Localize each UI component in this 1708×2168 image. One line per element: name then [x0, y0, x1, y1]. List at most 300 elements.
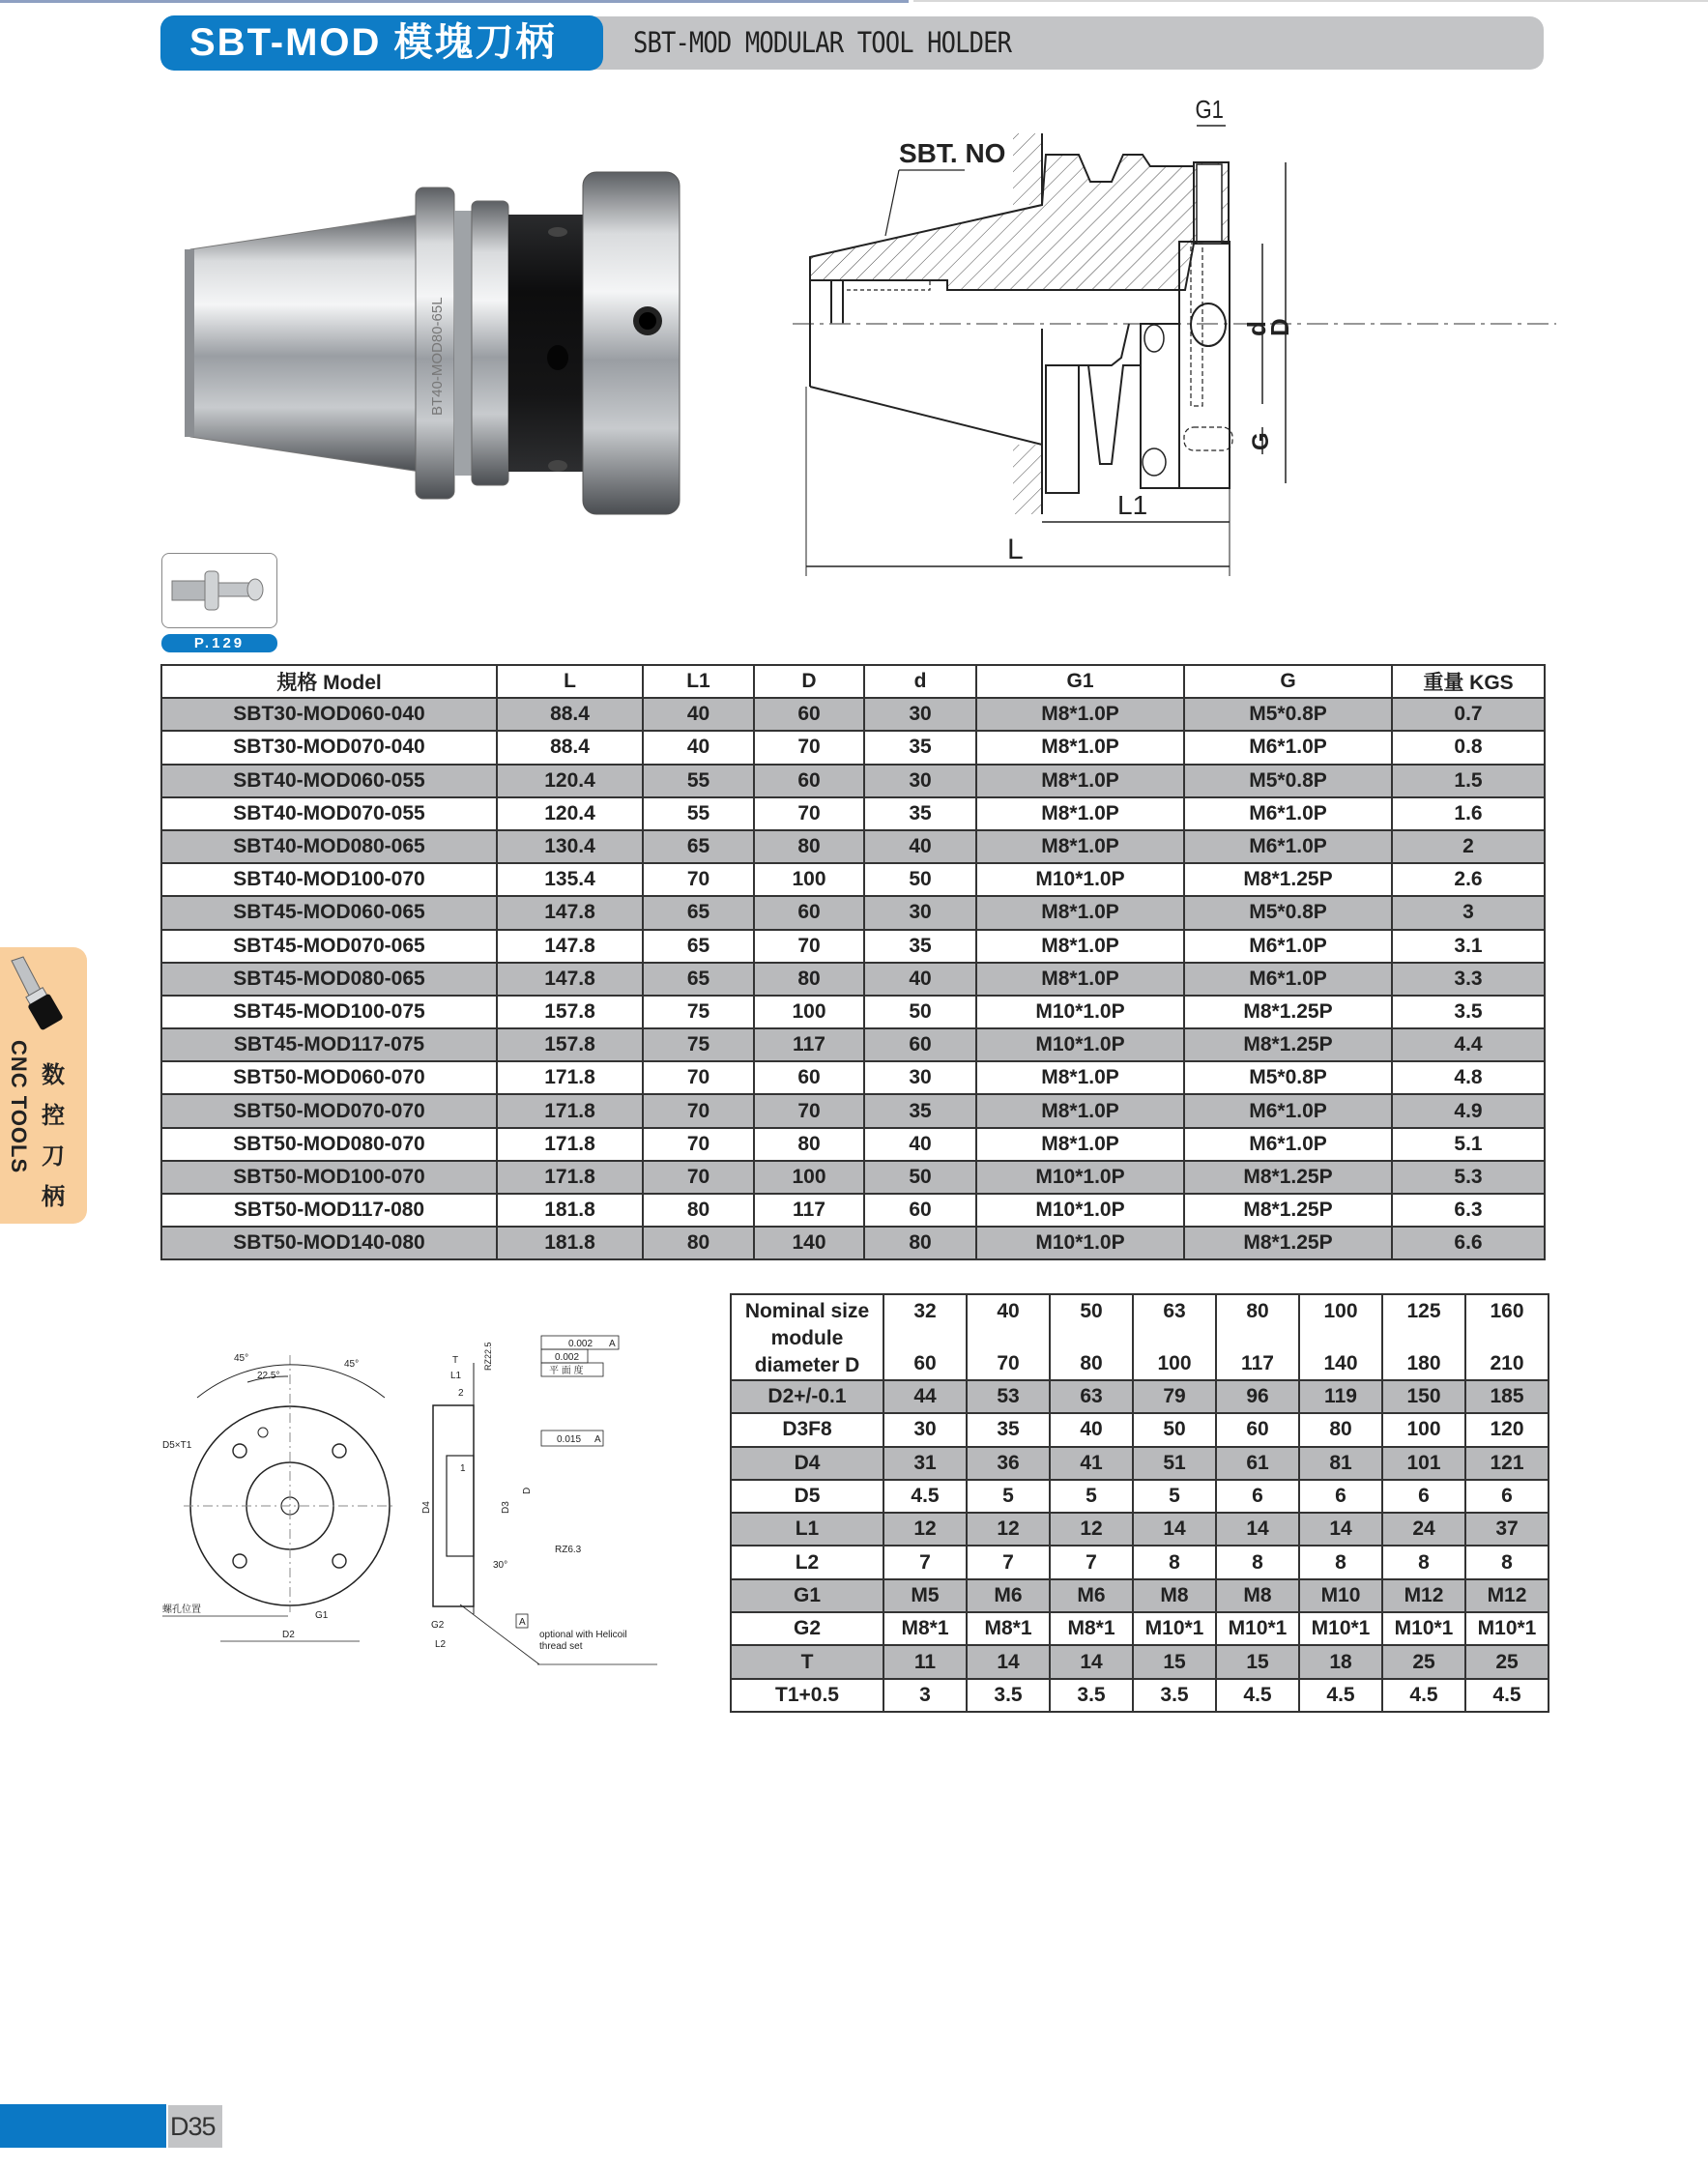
spec-row-label: L2 [731, 1546, 883, 1578]
table-cell: 3.5 [1392, 996, 1545, 1028]
col-model: 規格 Model [161, 665, 497, 698]
table-cell: M8*1.0P [976, 731, 1184, 764]
table-cell: SBT40-MOD100-070 [161, 863, 497, 896]
table-cell: M5*0.8P [1184, 698, 1392, 731]
table-cell: SBT30-MOD060-040 [161, 698, 497, 731]
spec-cell: 18 [1299, 1645, 1382, 1678]
spec-cell: 3 [883, 1679, 967, 1712]
spec-cell: 4.5 [1299, 1679, 1382, 1712]
table-cell: 88.4 [497, 698, 643, 731]
table-cell: 4.4 [1392, 1028, 1545, 1061]
side-tab-cnc-tools [0, 947, 87, 1224]
spec-cell: 4.5 [883, 1480, 967, 1513]
module-size-table [730, 1293, 1549, 1713]
table-cell: M8*1.0P [976, 963, 1184, 996]
spec-cell: 100 [1382, 1413, 1465, 1446]
svg-text:22.5°: 22.5° [257, 1371, 280, 1381]
spec-cell: 121 [1465, 1447, 1549, 1480]
table-cell: M5*0.8P [1184, 1061, 1392, 1094]
spec-cell: M5 [883, 1579, 967, 1612]
table-cell: 171.8 [497, 1094, 643, 1127]
table-cell: 55 [643, 797, 754, 830]
table-cell: 135.4 [497, 863, 643, 896]
table-cell: 80 [754, 1128, 864, 1161]
table-cell: 171.8 [497, 1061, 643, 1094]
table-cell: M8*1.25P [1184, 996, 1392, 1028]
spec-cell: 81 [1299, 1447, 1382, 1480]
table-cell: M8*1.0P [976, 1128, 1184, 1161]
product-photo [179, 164, 759, 522]
spec-row [731, 1447, 1549, 1480]
col-l: L [497, 665, 643, 698]
table-cell: 80 [864, 1227, 976, 1259]
table-cell: M10*1.0P [976, 1227, 1184, 1259]
table-cell: 3.1 [1392, 930, 1545, 963]
spec-row-label: T1+0.5 [731, 1679, 883, 1712]
table-cell: 60 [754, 698, 864, 731]
spec-cell: 96 [1216, 1380, 1299, 1413]
nominal-size-cell: 160 210 [1465, 1294, 1549, 1380]
table-cell: 60 [864, 1028, 976, 1061]
table-row [161, 896, 1545, 929]
svg-text:L1: L1 [450, 1371, 462, 1381]
table-cell: SBT50-MOD100-070 [161, 1161, 497, 1194]
table-cell: 117 [754, 1028, 864, 1061]
table-cell: M6*1.0P [1184, 963, 1392, 996]
spec-cell: 51 [1133, 1447, 1216, 1480]
spec-row [731, 1579, 1549, 1612]
spec-cell: 8 [1216, 1546, 1299, 1578]
table-row [161, 963, 1545, 996]
table-cell: 4.8 [1392, 1061, 1545, 1094]
svg-text:D5×T1: D5×T1 [162, 1440, 192, 1451]
spec-cell: 7 [967, 1546, 1050, 1578]
svg-text:0.015: 0.015 [557, 1434, 582, 1445]
spec-row [731, 1380, 1549, 1413]
table-cell: 70 [754, 1094, 864, 1127]
spec-cell: 8 [1465, 1546, 1549, 1578]
spec-cell: 3.5 [1133, 1679, 1216, 1712]
table-cell: 5.1 [1392, 1128, 1545, 1161]
flange-drawing [155, 1324, 725, 1672]
table-cell: 5.3 [1392, 1161, 1545, 1194]
table-cell: SBT45-MOD060-065 [161, 896, 497, 929]
spec-cell: 3.5 [967, 1679, 1050, 1712]
table-cell: 157.8 [497, 1028, 643, 1061]
table-cell: 70 [643, 1128, 754, 1161]
table-cell: 35 [864, 1094, 976, 1127]
svg-text:A: A [519, 1617, 526, 1628]
table-cell: 6.6 [1392, 1227, 1545, 1259]
spec-cell: 50 [1133, 1413, 1216, 1446]
table-cell: M10*1.0P [976, 863, 1184, 896]
spec-cell: M8*1 [883, 1612, 967, 1645]
spec-cell: 37 [1465, 1513, 1549, 1546]
table-cell: 1.6 [1392, 797, 1545, 830]
table-cell: M8*1.25P [1184, 1227, 1392, 1259]
spec-cell: 6 [1299, 1480, 1382, 1513]
svg-text:0.002: 0.002 [568, 1339, 593, 1349]
spec-cell: 60 [1216, 1413, 1299, 1446]
side-tab-english: CNC TOOLS [7, 1040, 31, 1174]
table-cell: 40 [643, 731, 754, 764]
svg-text:D2: D2 [282, 1630, 295, 1640]
table-cell: 30 [864, 765, 976, 797]
svg-text:L2: L2 [435, 1639, 447, 1650]
spec-cell: 150 [1382, 1380, 1465, 1413]
svg-text:2: 2 [458, 1388, 464, 1399]
spec-cell: 14 [967, 1645, 1050, 1678]
table-cell: 30 [864, 698, 976, 731]
table-cell: 35 [864, 930, 976, 963]
spec-cell: 44 [883, 1380, 967, 1413]
table-row [161, 996, 1545, 1028]
table-cell: 50 [864, 996, 976, 1028]
table-cell: SBT40-MOD060-055 [161, 765, 497, 797]
spec-row [731, 1679, 1549, 1712]
spec-cell: 61 [1216, 1447, 1299, 1480]
spec-cell: M8 [1216, 1579, 1299, 1612]
col-g1: G1 [976, 665, 1184, 698]
spec-row [731, 1513, 1549, 1546]
table-cell: 3 [1392, 896, 1545, 929]
table-cell: 65 [643, 963, 754, 996]
svg-text:RZ6.3: RZ6.3 [555, 1545, 582, 1555]
spec-cell: 14 [1216, 1513, 1299, 1546]
spec-cell: 14 [1299, 1513, 1382, 1546]
svg-text:d: d [1242, 321, 1271, 336]
top-rule-light [913, 0, 1708, 2]
table-cell: 120.4 [497, 797, 643, 830]
table-cell: 70 [754, 731, 864, 764]
table-cell: 181.8 [497, 1194, 643, 1227]
table-cell: SBT50-MOD060-070 [161, 1061, 497, 1094]
table-cell: 147.8 [497, 896, 643, 929]
table-row [161, 1028, 1545, 1061]
table-row [161, 797, 1545, 830]
spec-cell: M10*1 [1299, 1612, 1382, 1645]
spec-cell: 30 [883, 1413, 967, 1446]
table-cell: 88.4 [497, 731, 643, 764]
table-cell: M10*1.0P [976, 1194, 1184, 1227]
table-cell: M10*1.0P [976, 1161, 1184, 1194]
svg-text:L1: L1 [1117, 490, 1148, 520]
spec-row-label: D2+/-0.1 [731, 1380, 883, 1413]
spec-cell: 14 [1133, 1513, 1216, 1546]
nominal-size-cell: 50 80 [1050, 1294, 1133, 1380]
spec-cell: M10*1 [1133, 1612, 1216, 1645]
spec-cell: 119 [1299, 1380, 1382, 1413]
col-d-big: D [754, 665, 864, 698]
spec-cell: 63 [1050, 1380, 1133, 1413]
page-subtitle: SBT-MOD MODULAR TOOL HOLDER [633, 26, 1012, 59]
table-cell: 60 [754, 765, 864, 797]
svg-text:D4: D4 [421, 1501, 432, 1514]
table-cell: 80 [754, 830, 864, 863]
svg-text:G1: G1 [1195, 97, 1224, 125]
table-cell: 70 [643, 1161, 754, 1194]
table-cell: 4.9 [1392, 1094, 1545, 1127]
table-cell: M10*1.0P [976, 996, 1184, 1028]
svg-text:G: G [1248, 432, 1274, 450]
table-cell: 120.4 [497, 765, 643, 797]
table-cell: M6*1.0P [1184, 930, 1392, 963]
table-cell: M5*0.8P [1184, 765, 1392, 797]
table-cell: 117 [754, 1194, 864, 1227]
spec-cell: 31 [883, 1447, 967, 1480]
spec-cell: M8*1 [1050, 1612, 1133, 1645]
table-cell: SBT40-MOD070-055 [161, 797, 497, 830]
svg-text:D3: D3 [501, 1501, 511, 1514]
col-l1: L1 [643, 665, 754, 698]
spec-row-label: D4 [731, 1447, 883, 1480]
spec-cell: 5 [1133, 1480, 1216, 1513]
table-row [161, 1161, 1545, 1194]
spec-cell: 6 [1382, 1480, 1465, 1513]
table-cell: 147.8 [497, 963, 643, 996]
table-cell: SBT30-MOD070-040 [161, 731, 497, 764]
table-cell: SBT45-MOD080-065 [161, 963, 497, 996]
spec-row-label: L1 [731, 1513, 883, 1546]
spec-cell: M12 [1382, 1579, 1465, 1612]
svg-text:0.002: 0.002 [555, 1352, 580, 1363]
spec-cell: 120 [1465, 1413, 1549, 1446]
nominal-size-cell: 63 100 [1133, 1294, 1216, 1380]
table-cell: 6.3 [1392, 1194, 1545, 1227]
table-header-row [161, 665, 1545, 698]
table-cell: M6*1.0P [1184, 1094, 1392, 1127]
svg-text:SBT. NO: SBT. NO [899, 138, 1006, 168]
spec-cell: M12 [1465, 1579, 1549, 1612]
table-cell: 40 [864, 1128, 976, 1161]
model-spec-table [160, 664, 1546, 1260]
nominal-size-cell: 80 117 [1216, 1294, 1299, 1380]
spec-row [731, 1546, 1549, 1578]
svg-text:thread set: thread set [539, 1641, 583, 1652]
table-row [161, 731, 1545, 764]
spec-row-label: G1 [731, 1579, 883, 1612]
table-cell: 80 [643, 1194, 754, 1227]
col-g: G [1184, 665, 1392, 698]
table-cell: M8*1.0P [976, 797, 1184, 830]
table-row [161, 1194, 1545, 1227]
table-row [161, 698, 1545, 731]
table-cell: SBT50-MOD070-070 [161, 1094, 497, 1127]
table-row [161, 1227, 1545, 1259]
table-cell: 35 [864, 731, 976, 764]
spec-cell: 6 [1216, 1480, 1299, 1513]
spec-row-label: D5 [731, 1480, 883, 1513]
svg-text:平 面 度: 平 面 度 [549, 1366, 584, 1376]
pull-stud-icon [162, 554, 275, 626]
spec-cell: 12 [1050, 1513, 1133, 1546]
svg-text:D: D [1265, 318, 1294, 336]
spec-cell: 5 [1050, 1480, 1133, 1513]
table-cell: SBT50-MOD140-080 [161, 1227, 497, 1259]
page-number: D35 [168, 2105, 222, 2148]
spec-cell: 36 [967, 1447, 1050, 1480]
table-row [161, 1094, 1545, 1127]
table-cell: 140 [754, 1227, 864, 1259]
side-tab-chinese: 数 控 刀 柄 [42, 1062, 65, 1210]
table-cell: SBT50-MOD080-070 [161, 1128, 497, 1161]
nominal-size-cell: 40 70 [967, 1294, 1050, 1380]
table-cell: 0.7 [1392, 698, 1545, 731]
table-cell: M8*1.25P [1184, 1161, 1392, 1194]
table-cell: M8*1.0P [976, 830, 1184, 863]
spec-cell: 25 [1465, 1645, 1549, 1678]
spec-cell: 185 [1465, 1380, 1549, 1413]
table-row [161, 930, 1545, 963]
spec-cell: 15 [1133, 1645, 1216, 1678]
spec-header-row [731, 1294, 1549, 1380]
svg-text:1: 1 [460, 1463, 466, 1474]
table-cell: 157.8 [497, 996, 643, 1028]
nominal-size-cell: 100 140 [1299, 1294, 1382, 1380]
table-row [161, 830, 1545, 863]
table-cell: 40 [864, 830, 976, 863]
spec-cell: 6 [1465, 1480, 1549, 1513]
spec-cell: 8 [1133, 1546, 1216, 1578]
table-cell: SBT50-MOD117-080 [161, 1194, 497, 1227]
svg-text:BT40-MOD80-65L: BT40-MOD80-65L [429, 297, 446, 416]
table-cell: 65 [643, 930, 754, 963]
table-cell: M6*1.0P [1184, 1128, 1392, 1161]
spec-cell: 15 [1216, 1645, 1299, 1678]
table-cell: 60 [754, 1061, 864, 1094]
table-cell: M8*1.0P [976, 896, 1184, 929]
spec-cell: 25 [1382, 1645, 1465, 1678]
col-weight: 重量 KGS [1392, 665, 1545, 698]
table-cell: 65 [643, 896, 754, 929]
table-cell: M8*1.0P [976, 930, 1184, 963]
table-cell: M8*1.25P [1184, 863, 1392, 896]
table-cell: 70 [643, 863, 754, 896]
table-row [161, 1061, 1545, 1094]
table-row [161, 1128, 1545, 1161]
table-cell: M8*1.0P [976, 1061, 1184, 1094]
table-cell: 50 [864, 1161, 976, 1194]
table-cell: SBT40-MOD080-065 [161, 830, 497, 863]
spec-row [731, 1645, 1549, 1678]
table-cell: 70 [643, 1094, 754, 1127]
svg-text:D: D [522, 1487, 533, 1494]
table-cell: SBT45-MOD117-075 [161, 1028, 497, 1061]
nominal-size-cell: 32 60 [883, 1294, 967, 1380]
svg-text:30°: 30° [493, 1560, 508, 1571]
spec-cell: 8 [1382, 1546, 1465, 1578]
table-cell: M8*1.0P [976, 765, 1184, 797]
table-cell: M6*1.0P [1184, 731, 1392, 764]
top-rule [0, 0, 909, 3]
svg-text:G1: G1 [315, 1610, 329, 1621]
col-d-small: d [864, 665, 976, 698]
table-cell: 55 [643, 765, 754, 797]
spec-cell: 12 [967, 1513, 1050, 1546]
spec-cell: M6 [1050, 1579, 1133, 1612]
spec-cell: 8 [1299, 1546, 1382, 1578]
table-cell: 70 [754, 797, 864, 830]
table-cell: 80 [754, 963, 864, 996]
table-cell: SBT45-MOD100-075 [161, 996, 497, 1028]
pull-stud-page-ref[interactable]: P.129 [161, 634, 277, 652]
technical-drawing [793, 97, 1556, 580]
spec-cell: 5 [967, 1480, 1050, 1513]
nominal-size-cell: 125 180 [1382, 1294, 1465, 1380]
spec-cell: 3.5 [1050, 1679, 1133, 1712]
spec-cell: M10*1 [1465, 1612, 1549, 1645]
spec-row-label: D3F8 [731, 1413, 883, 1446]
table-cell: 2.6 [1392, 863, 1545, 896]
svg-text:45°: 45° [234, 1353, 249, 1364]
table-cell: M6*1.0P [1184, 830, 1392, 863]
table-cell: 100 [754, 996, 864, 1028]
svg-text:optional with Helicoil: optional with Helicoil [539, 1630, 627, 1640]
spec-cell: M8*1 [967, 1612, 1050, 1645]
table-row [161, 765, 1545, 797]
spec-cell: 4.5 [1465, 1679, 1549, 1712]
spec-cell: 4.5 [1216, 1679, 1299, 1712]
spec-cell: M10 [1299, 1579, 1382, 1612]
spec-row [731, 1612, 1549, 1645]
table-cell: 70 [643, 1061, 754, 1094]
table-cell: 40 [643, 698, 754, 731]
table-cell: 171.8 [497, 1161, 643, 1194]
spec-cell: 79 [1133, 1380, 1216, 1413]
table-cell: M8*1.0P [976, 698, 1184, 731]
table-cell: 100 [754, 1161, 864, 1194]
svg-text:RZ22.5: RZ22.5 [483, 1342, 493, 1371]
spec-cell: 14 [1050, 1645, 1133, 1678]
table-cell: 3.3 [1392, 963, 1545, 996]
nominal-size-label: Nominal size module diameter D [731, 1294, 883, 1380]
svg-text:A: A [594, 1434, 601, 1445]
spec-cell: M8 [1133, 1579, 1216, 1612]
spec-cell: 101 [1382, 1447, 1465, 1480]
table-cell: 75 [643, 1028, 754, 1061]
table-cell: 147.8 [497, 930, 643, 963]
spec-row [731, 1480, 1549, 1513]
table-cell: 2 [1392, 830, 1545, 863]
table-cell: 70 [754, 930, 864, 963]
page-title: SBT-MOD 模塊刀柄 [160, 15, 603, 71]
spec-row-label: G2 [731, 1612, 883, 1645]
table-cell: 0.8 [1392, 731, 1545, 764]
pull-stud-thumbnail[interactable] [161, 553, 277, 628]
spec-row [731, 1413, 1549, 1446]
table-cell: M8*1.25P [1184, 1194, 1392, 1227]
svg-text:45°: 45° [344, 1359, 360, 1370]
table-cell: SBT45-MOD070-065 [161, 930, 497, 963]
table-cell: M8*1.0P [976, 1094, 1184, 1127]
table-cell: 80 [643, 1227, 754, 1259]
tool-holder-icon [4, 955, 72, 1032]
spec-cell: 11 [883, 1645, 967, 1678]
spec-cell: 35 [967, 1413, 1050, 1446]
table-cell: 35 [864, 797, 976, 830]
spec-cell: 7 [1050, 1546, 1133, 1578]
table-cell: 65 [643, 830, 754, 863]
spec-cell: M6 [967, 1579, 1050, 1612]
svg-text:螺孔位置: 螺孔位置 [162, 1604, 201, 1615]
table-cell: 1.5 [1392, 765, 1545, 797]
table-cell: M5*0.8P [1184, 896, 1392, 929]
table-cell: 60 [754, 896, 864, 929]
spec-cell: 40 [1050, 1413, 1133, 1446]
table-cell: 30 [864, 896, 976, 929]
table-cell: 60 [864, 1194, 976, 1227]
table-cell: 50 [864, 863, 976, 896]
